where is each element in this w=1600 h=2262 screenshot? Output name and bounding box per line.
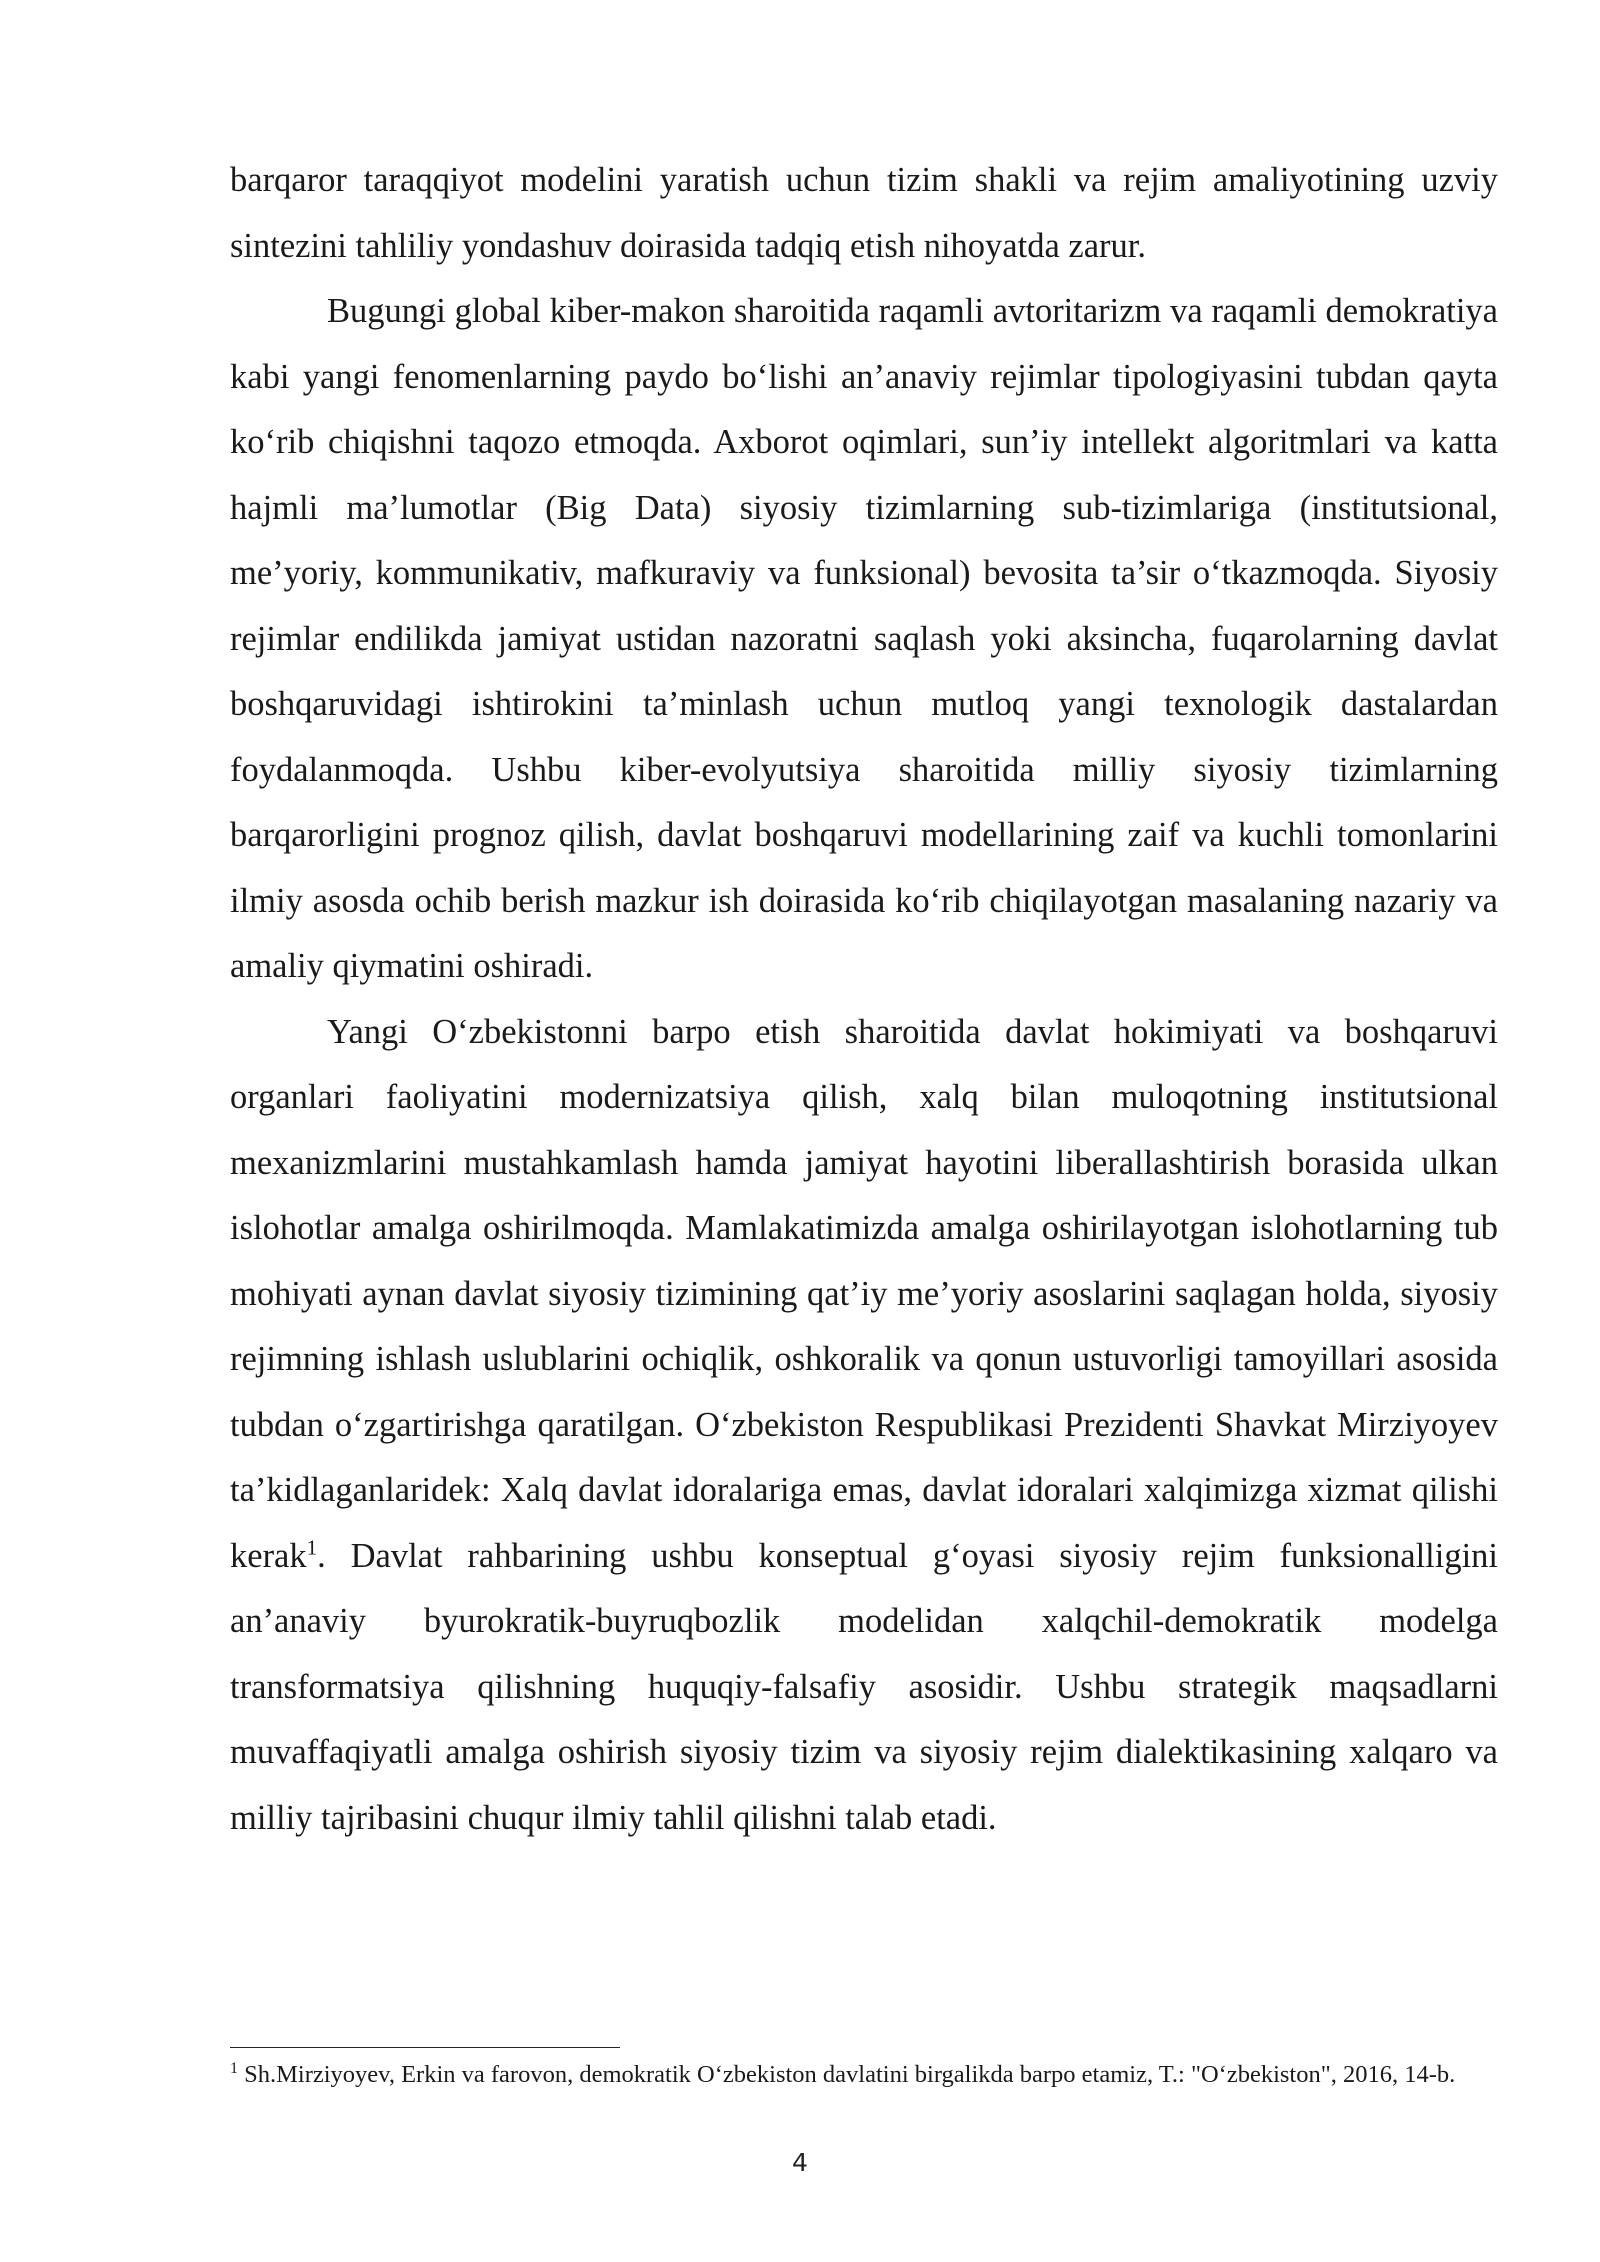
footnote-reference[interactable]: 1 [306, 1535, 318, 1559]
footnote [230, 2058, 1498, 2091]
paragraph-2: Bugungi global kiber-makon sharoitida raqamli avtoritarizm va raqamli demokratiya kabi yangi fenomenlarning paydo bo‘lishi an’anaviy rejimlar tipologiyasini tubdan qayta ko‘rib chiqishni taqozo etmoqda. Axborot oqimlari, sun’iy intellekt algoritmlari va katta hajmli ma’lumotlar (Big Data) siyosiy tizimlarning sub-tizimlariga (institutsional, me’yoriy, kommunikativ, mafkuraviy va funksional) bevosita ta’sir o‘tkazmoqda. Siyosiy rejimlar endilikda jamiyat ustidan nazoratni saqlash yoki aksincha, fuqarolarning davlat boshqaruvidagi ishtirokini ta’minlash uchun mutloq yangi texnologik dastalardan foydalanmoqda. Ushbu kiber-evolyutsiya sharoitida milliy siyosiy tizimlarning barqarorligini prognoz qilish, davlat boshqaruvi modellarining zaif va kuchli tomonlarini ilmiy asosda ochib berish mazkur ish doirasida ko‘rib chiqilayotgan masalaning nazariy va amaliy qiymatini oshiradi. [230, 292, 1498, 985]
footnote-separator [230, 2047, 620, 2048]
page-number: 4 [792, 2148, 808, 2177]
footnote-text: Sh.Mirziyoyev, Erkin va farovon, demokratik O‘zbekiston davlatini birgalikda barpo etamiz, T.: "O‘zbekiston", 2016, 14-b. [238, 2061, 1456, 2088]
paragraph-3 [230, 1000, 1498, 1852]
page-body [230, 148, 1498, 1851]
paragraph-3-text-before-ref: Yangi O‘zbekistonni barpo etish sharoitida davlat hokimiyati va boshqaruvi organlari faoliyatini modernizatsiya qilish, xalq bilan muloqotning institutsional mexanizmlarini mustahkamlash hamda jamiyat hayotini liberallashtirish borasida ulkan islohotlar amalga oshirilmoqda. Mamlakatimizda amalga oshirilayotgan islohotlarning tub mohiyati aynan davlat siyosiy tizimining qat’iy me’yoriy asoslarini saqlagan holda, siyosiy rejimning ishlash uslublarini ochiqlik, oshkoralik va qonun ustuvorligi tamoyillari asosida tubdan o‘zgartirishga qaratilgan. O‘zbekiston Respublikasi Prezidenti Shavkat Mirziyoyev ta’kidlaganlaridek: Xalq davlat idoralariga emas, davlat idoralari xalqimizga xizmat qilishi kerak [230, 1012, 1498, 1575]
paragraph-3-text-after-ref: . Davlat rahbarining ushbu konseptual g‘oyasi siyosiy rejim funksionalligini an’anaviy byurokratik-buyruqbozlik modelidan xalqchil-demokratik modelga transformatsiya qilishning huquqiy-falsafiy asosidir. Ushbu strategik maqsadlarni muvaffaqiyatli amalga oshirish siyosiy tizim va siyosiy rejim dialektikasining xalqaro va milliy tajribasini chuqur ilmiy tahlil qilishni talab etadi. [230, 1536, 1498, 1837]
paragraph-1: barqaror taraqqiyot modelini yaratish uchun tizim shakli va rejim amaliyotining uzviy sintezini tahliliy yondashuv doirasida tadqiq etish nihoyatda zarur. [230, 161, 1498, 265]
footnote-marker: 1 [230, 2059, 238, 2077]
